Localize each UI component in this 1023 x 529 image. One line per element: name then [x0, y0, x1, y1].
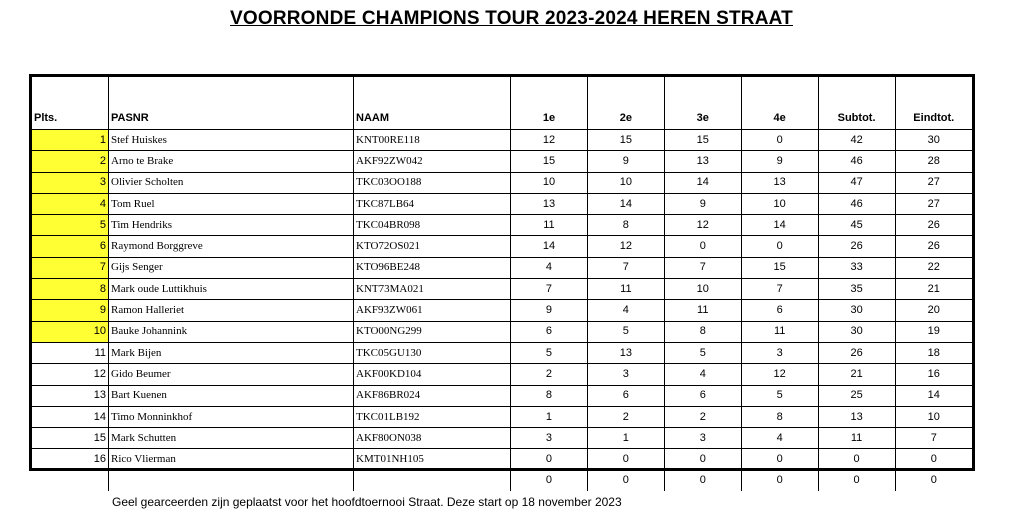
cell-round-4: 13: [741, 172, 818, 193]
table-row: [32, 130, 972, 151]
cell-player-name: Olivier Scholten: [109, 172, 354, 193]
cell-round-2: 10: [587, 172, 664, 193]
cell-round-3: 11: [664, 300, 741, 321]
cell-round-4: 6: [741, 300, 818, 321]
header-pasnr: PASNR: [109, 77, 354, 130]
cell-pass-code: TKC05GU130: [354, 342, 511, 363]
cell-subtotal: 11: [818, 428, 895, 449]
cell-round-3: 4: [664, 364, 741, 385]
cell-round-2: 0: [587, 470, 664, 491]
table-row: [32, 300, 972, 321]
cell-total: 10: [895, 406, 972, 427]
cell-total: 26: [895, 215, 972, 236]
cell-round-4: 15: [741, 257, 818, 278]
cell-round-4: 0: [741, 470, 818, 491]
cell-round-3: 3: [664, 428, 741, 449]
cell-subtotal: 33: [818, 257, 895, 278]
cell-round-4: 7: [741, 279, 818, 300]
cell-round-3: 10: [664, 279, 741, 300]
cell-total: 16: [895, 364, 972, 385]
table-row: [32, 406, 972, 427]
cell-total: 7: [895, 428, 972, 449]
cell-pass-code: KMT01NH105: [354, 449, 511, 470]
cell-round-3: 8: [664, 321, 741, 342]
cell-round-1: 9: [511, 300, 588, 321]
cell-round-4: 0: [741, 449, 818, 470]
cell-plts: 6: [32, 236, 109, 257]
cell-pass-code: AKF86BR024: [354, 385, 511, 406]
cell-subtotal: 45: [818, 215, 895, 236]
cell-subtotal: 26: [818, 342, 895, 363]
header-subtotal: Subtot.: [818, 77, 895, 130]
cell-subtotal: 13: [818, 406, 895, 427]
cell-round-1: 14: [511, 236, 588, 257]
cell-subtotal: 47: [818, 172, 895, 193]
table-row: [32, 193, 972, 214]
cell-plts: 11: [32, 342, 109, 363]
cell-round-3: 13: [664, 151, 741, 172]
cell-subtotal: 30: [818, 321, 895, 342]
cell-subtotal: 46: [818, 193, 895, 214]
cell-total: 28: [895, 151, 972, 172]
cell-plts: 2: [32, 151, 109, 172]
cell-pass-code: TKC87LB64: [354, 193, 511, 214]
table-row: [32, 279, 972, 300]
cell-round-2: 14: [587, 193, 664, 214]
cell-round-1: 15: [511, 151, 588, 172]
cell-round-1: 10: [511, 172, 588, 193]
cell-round-2: 4: [587, 300, 664, 321]
cell-total: 30: [895, 130, 972, 151]
cell-total: 20: [895, 300, 972, 321]
cell-player-name: Stef Huiskes: [109, 130, 354, 151]
table-row: [32, 470, 972, 491]
cell-plts: 7: [32, 257, 109, 278]
header-round-2: 2e: [587, 77, 664, 130]
cell-total: 21: [895, 279, 972, 300]
cell-round-4: 9: [741, 151, 818, 172]
cell-total: 22: [895, 257, 972, 278]
cell-round-3: 0: [664, 236, 741, 257]
table-header-row: [32, 77, 972, 130]
cell-round-2: 6: [587, 385, 664, 406]
cell-plts: 10: [32, 321, 109, 342]
cell-pass-code: KTO96BE248: [354, 257, 511, 278]
cell-total: 26: [895, 236, 972, 257]
cell-round-1: 13: [511, 193, 588, 214]
cell-round-1: 3: [511, 428, 588, 449]
cell-round-4: 14: [741, 215, 818, 236]
cell-pass-code: TKC03OO188: [354, 172, 511, 193]
cell-round-2: 0: [587, 449, 664, 470]
cell-round-1: 6: [511, 321, 588, 342]
results-table: [32, 77, 972, 491]
table-row: [32, 449, 972, 470]
cell-player-name: Gido Beumer: [109, 364, 354, 385]
table-row: [32, 236, 972, 257]
cell-round-1: 5: [511, 342, 588, 363]
cell-subtotal: 46: [818, 151, 895, 172]
cell-player-name: Ramon Halleriet: [109, 300, 354, 321]
cell-plts: 15: [32, 428, 109, 449]
cell-subtotal: 42: [818, 130, 895, 151]
cell-player-name: Tim Hendriks: [109, 215, 354, 236]
cell-player-name: Gijs Senger: [109, 257, 354, 278]
cell-player-name: Mark Schutten: [109, 428, 354, 449]
cell-plts: 1: [32, 130, 109, 151]
cell-total: 0: [895, 449, 972, 470]
cell-pass-code: KNT00RE118: [354, 130, 511, 151]
cell-round-1: 8: [511, 385, 588, 406]
cell-round-1: 11: [511, 215, 588, 236]
table-row: [32, 428, 972, 449]
cell-round-4: 3: [741, 342, 818, 363]
cell-plts: 9: [32, 300, 109, 321]
cell-pass-code: KTO00NG299: [354, 321, 511, 342]
table-row: [32, 172, 972, 193]
cell-round-3: 5: [664, 342, 741, 363]
cell-round-4: 4: [741, 428, 818, 449]
cell-player-name: Raymond Borggreve: [109, 236, 354, 257]
cell-plts: 4: [32, 193, 109, 214]
cell-player-name: Mark Bijen: [109, 342, 354, 363]
cell-round-1: 2: [511, 364, 588, 385]
cell-round-4: 0: [741, 130, 818, 151]
cell-total: 18: [895, 342, 972, 363]
cell-round-2: 1: [587, 428, 664, 449]
table-row: [32, 364, 972, 385]
cell-pass-code: AKF00KD104: [354, 364, 511, 385]
cell-total: 14: [895, 385, 972, 406]
cell-plts: 8: [32, 279, 109, 300]
cell-subtotal: 0: [818, 449, 895, 470]
footer-note: Geel gearceerden zijn geplaatst voor het hoofdtoernooi Straat. Deze start op 18 november 2023: [112, 495, 622, 509]
header-round-4: 4e: [741, 77, 818, 130]
cell-round-4: 5: [741, 385, 818, 406]
table-row: [32, 385, 972, 406]
cell-round-3: 0: [664, 470, 741, 491]
cell-round-2: 7: [587, 257, 664, 278]
cell-round-4: 8: [741, 406, 818, 427]
cell-total: 19: [895, 321, 972, 342]
cell-plts: [32, 470, 109, 491]
cell-pass-code: AKF80ON038: [354, 428, 511, 449]
header-total: Eindtot.: [895, 77, 972, 130]
cell-subtotal: 35: [818, 279, 895, 300]
cell-plts: 3: [32, 172, 109, 193]
cell-pass-code: [354, 470, 511, 491]
cell-subtotal: 21: [818, 364, 895, 385]
cell-round-2: 12: [587, 236, 664, 257]
cell-round-3: 7: [664, 257, 741, 278]
cell-subtotal: 30: [818, 300, 895, 321]
cell-round-1: 0: [511, 449, 588, 470]
cell-round-2: 5: [587, 321, 664, 342]
cell-plts: 16: [32, 449, 109, 470]
cell-round-3: 6: [664, 385, 741, 406]
cell-pass-code: KTO72OS021: [354, 236, 511, 257]
cell-round-2: 8: [587, 215, 664, 236]
cell-pass-code: AKF93ZW061: [354, 300, 511, 321]
cell-plts: 13: [32, 385, 109, 406]
cell-round-2: 2: [587, 406, 664, 427]
cell-round-1: 12: [511, 130, 588, 151]
cell-round-2: 3: [587, 364, 664, 385]
cell-player-name: Bart Kuenen: [109, 385, 354, 406]
cell-round-4: 0: [741, 236, 818, 257]
cell-pass-code: TKC01LB192: [354, 406, 511, 427]
cell-pass-code: KNT73MA021: [354, 279, 511, 300]
header-naam: NAAM: [354, 77, 511, 130]
cell-round-1: 7: [511, 279, 588, 300]
cell-round-2: 11: [587, 279, 664, 300]
cell-plts: 12: [32, 364, 109, 385]
cell-round-3: 0: [664, 449, 741, 470]
cell-total: 0: [930, 474, 937, 487]
table-row: [32, 215, 972, 236]
header-round-3: 3e: [664, 77, 741, 130]
cell-round-2: 15: [587, 130, 664, 151]
cell-round-3: 15: [664, 130, 741, 151]
cell-round-4: 11: [741, 321, 818, 342]
cell-player-name: Mark oude Luttikhuis: [109, 279, 354, 300]
cell-round-1: 1: [511, 406, 588, 427]
cell-player-name: Bauke Johannink: [109, 321, 354, 342]
table-row: [32, 257, 972, 278]
cell-total: 27: [895, 193, 972, 214]
results-table-frame: [29, 74, 975, 487]
cell-round-1: 4: [511, 257, 588, 278]
table-row: [32, 151, 972, 172]
page-title: VOORRONDE CHAMPIONS TOUR 2023-2024 HEREN STRAAT: [230, 8, 793, 29]
cell-round-3: 12: [664, 215, 741, 236]
cell-round-1: 0: [511, 470, 588, 491]
header-plts: Plts.: [32, 77, 109, 130]
cell-subtotal: 0: [818, 470, 895, 491]
cell-round-2: 13: [587, 342, 664, 363]
cell-player-name: Rico Vlierman: [109, 449, 354, 470]
cell-player-name: [109, 470, 354, 491]
cell-subtotal: 25: [818, 385, 895, 406]
header-round-1: 1e: [511, 77, 588, 130]
cell-round-3: 14: [664, 172, 741, 193]
cell-round-4: 12: [741, 364, 818, 385]
cell-round-4: 10: [741, 193, 818, 214]
cell-player-name: Tom Ruel: [109, 193, 354, 214]
cell-pass-code: AKF92ZW042: [354, 151, 511, 172]
cell-pass-code: TKC04BR098: [354, 215, 511, 236]
cell-plts: 14: [32, 406, 109, 427]
cell-round-3: 9: [664, 193, 741, 214]
cell-plts: 5: [32, 215, 109, 236]
cell-round-3: 2: [664, 406, 741, 427]
table-row: [32, 342, 972, 363]
cell-subtotal: 26: [818, 236, 895, 257]
cell-player-name: Arno te Brake: [109, 151, 354, 172]
table-row: [32, 321, 972, 342]
cell-round-2: 9: [587, 151, 664, 172]
cell-player-name: Timo Monninkhof: [109, 406, 354, 427]
cell-total: 27: [895, 172, 972, 193]
